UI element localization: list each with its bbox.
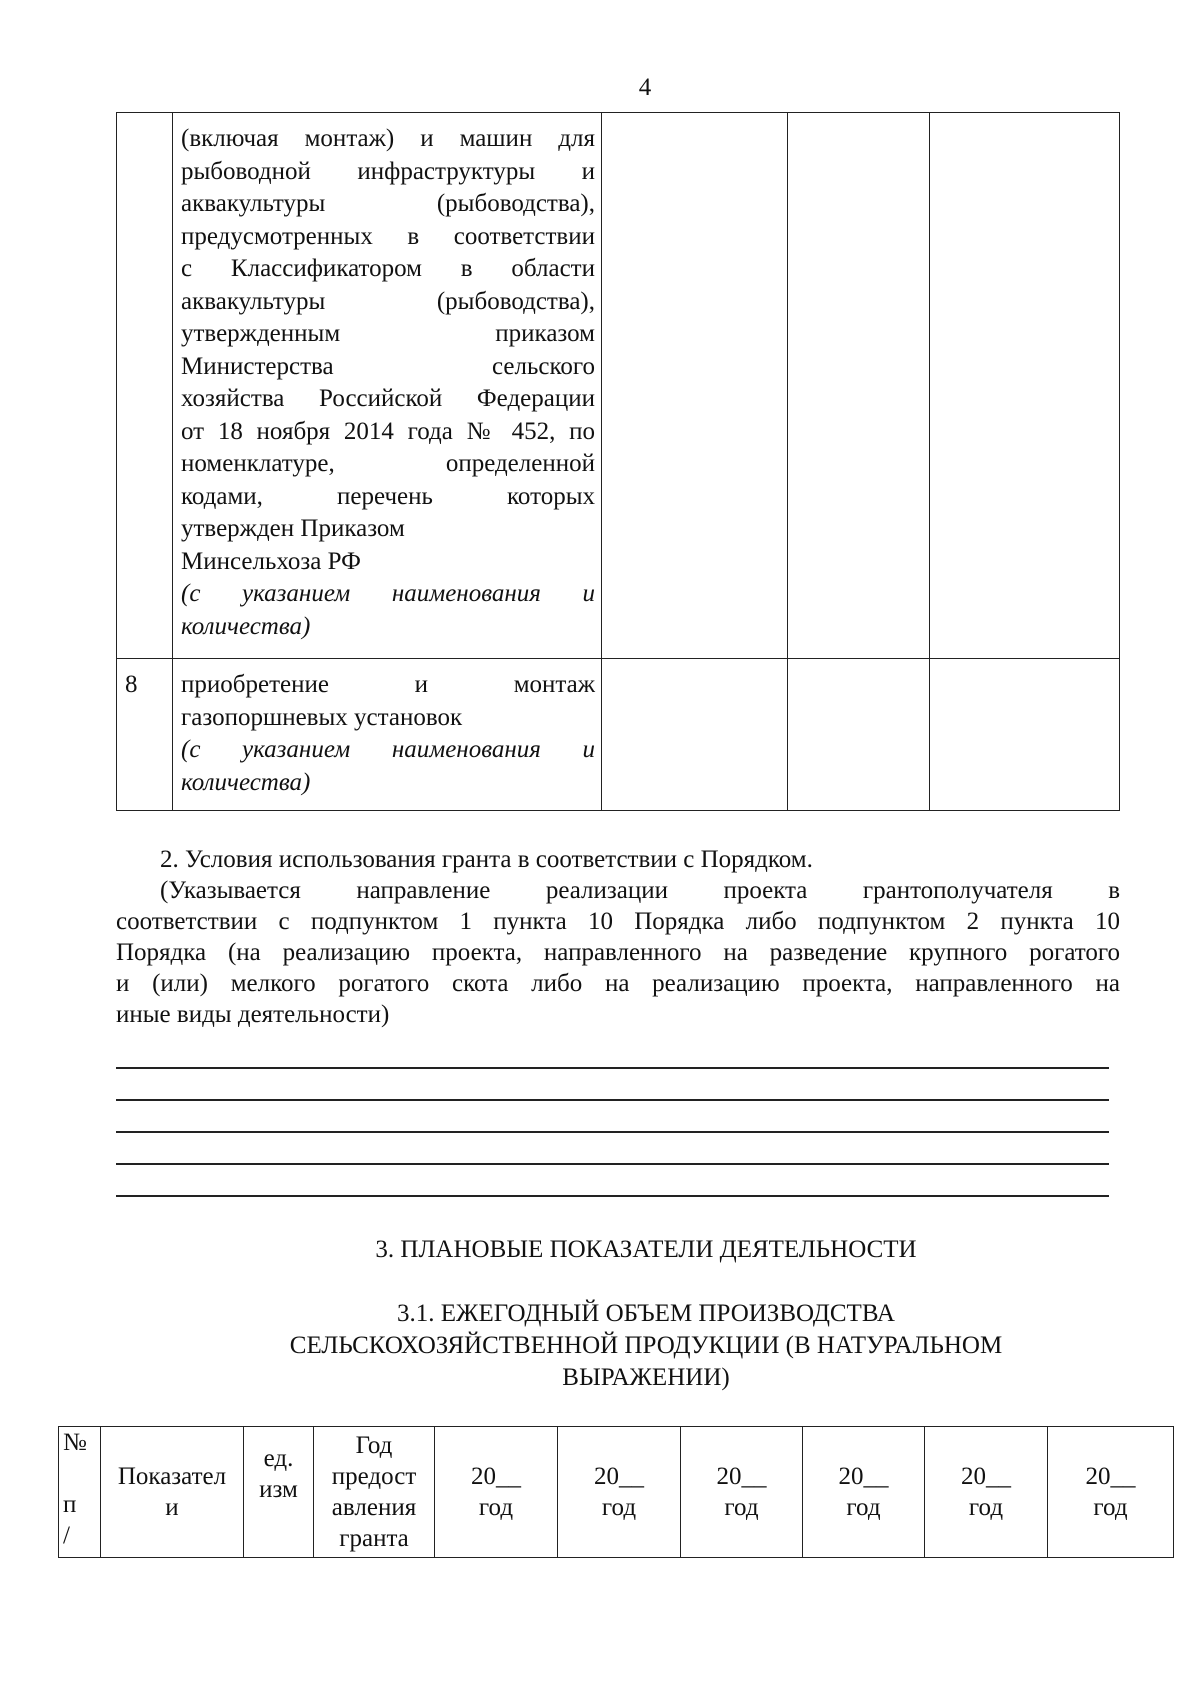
fill-line[interactable] xyxy=(116,1067,1109,1069)
header-text: / xyxy=(63,1522,70,1549)
subsection-title-line: ВЫРАЖЕНИИ) xyxy=(562,1364,730,1391)
header-text: Показател xyxy=(117,1463,227,1490)
year-blank: 20__ xyxy=(838,1463,889,1490)
fill-line[interactable] xyxy=(116,1163,1109,1165)
fill-line[interactable] xyxy=(116,1131,1109,1133)
year-blank: 20__ xyxy=(594,1463,644,1490)
year-blank: 20__ xyxy=(471,1463,521,1490)
subsection-title xyxy=(146,1298,1146,1394)
description-line: от 18 ноября 2014 года № 452, по xyxy=(181,417,595,445)
description-line: с Классификатором в области xyxy=(181,255,595,282)
note-line: (с указанием наименования и xyxy=(181,580,595,607)
header-text: гранта xyxy=(339,1525,409,1552)
description-line: номенклатуре, определенной xyxy=(181,450,595,477)
header-text: ед. xyxy=(263,1445,294,1472)
item-description-cell xyxy=(173,659,602,811)
empty-cell xyxy=(930,659,1120,811)
header-cell-year-3 xyxy=(681,1427,803,1558)
table-row xyxy=(117,659,1120,811)
description-line: (включая монтаж) и машин для xyxy=(181,125,595,152)
table-header-row xyxy=(59,1427,1174,1558)
section-heading: 2. Условия использования гранта в соответствии с Порядком. xyxy=(160,846,813,873)
header-text: п xyxy=(63,1491,77,1518)
description-line: Минсельхоза РФ xyxy=(181,547,361,575)
year-blank: 20__ xyxy=(961,1463,1011,1490)
header-text: предост xyxy=(331,1463,417,1490)
row-number-cell: 8 xyxy=(117,659,173,811)
empty-cell xyxy=(788,659,930,811)
header-cell-unit xyxy=(244,1427,314,1558)
description-line: аквакультуры (рыбоводства), xyxy=(181,287,595,315)
header-text: Год xyxy=(355,1432,393,1459)
year-blank: 20__ xyxy=(1085,1463,1136,1490)
year-label: год xyxy=(846,1494,881,1521)
page-number: 4 xyxy=(638,74,652,101)
table-row xyxy=(117,113,1120,659)
description-line: приобретение и монтаж xyxy=(181,671,595,698)
year-label: год xyxy=(1093,1494,1128,1521)
note-line: количества) xyxy=(181,768,311,796)
header-cell-indicator xyxy=(101,1427,244,1558)
description-line: утвержденным приказом xyxy=(181,320,595,347)
description-line: кодами, перечень которых xyxy=(181,482,595,510)
header-cell-year-2 xyxy=(558,1427,681,1558)
header-cell-year-5 xyxy=(925,1427,1048,1558)
description-line: предусмотренных в соответствии xyxy=(181,222,595,250)
header-cell-grant-year xyxy=(314,1427,435,1558)
subsection-title-line: СЕЛЬСКОХОЗЯЙСТВЕННОЙ ПРОДУКЦИИ (В НАТУРАЛЬНОМ xyxy=(289,1332,1003,1359)
year-label: год xyxy=(601,1494,637,1521)
year-label: год xyxy=(724,1494,759,1521)
description-line: рыбоводной инфраструктуры и xyxy=(181,157,595,185)
description-line: газопоршневых установок xyxy=(181,703,463,731)
fill-line[interactable] xyxy=(116,1099,1109,1101)
header-text: изм xyxy=(259,1476,298,1503)
empty-cell xyxy=(788,113,930,659)
paragraph-line: соответствии с подпунктом 1 пункта 10 Порядка либо подпунктом 2 пункта 10 xyxy=(116,908,1120,935)
header-cell-year-1 xyxy=(435,1427,558,1558)
header-text: и xyxy=(165,1494,179,1521)
empty-cell xyxy=(602,659,788,811)
row-number-cell xyxy=(117,113,173,659)
item-description-cell xyxy=(173,113,602,659)
description-line: утвержден Приказом xyxy=(181,515,405,542)
empty-cell xyxy=(602,113,788,659)
fill-line[interactable] xyxy=(116,1195,1109,1197)
subsection-title-line: 3.1. ЕЖЕГОДНЫЙ ОБЪЕМ ПРОИЗВОДСТВА xyxy=(397,1300,895,1327)
section-title: 3. ПЛАНОВЫЕ ПОКАЗАТЕЛИ ДЕЯТЕЛЬНОСТИ xyxy=(375,1236,917,1263)
spacer xyxy=(63,1458,100,1489)
year-label: год xyxy=(968,1494,1004,1521)
description-line: Министерства сельского xyxy=(181,352,595,380)
header-text: авления xyxy=(331,1494,417,1521)
paragraph-line: Порядка (на реализацию проекта, направленного на разведение крупного рогатого xyxy=(116,939,1120,966)
note-line: количества) xyxy=(181,612,311,640)
description-line: хозяйства Российской Федерации xyxy=(181,385,595,412)
header-text: № xyxy=(63,1429,87,1456)
description-line: аквакультуры (рыбоводства), xyxy=(181,190,595,217)
header-cell-year-4 xyxy=(803,1427,925,1558)
paragraph-line: иные виды деятельности) xyxy=(116,1001,390,1028)
paragraph-line: и (или) мелкого рогатого скота либо на реализацию проекта, направленного на xyxy=(116,970,1120,997)
year-blank: 20__ xyxy=(716,1463,767,1490)
header-cell-number xyxy=(59,1427,101,1558)
empty-cell xyxy=(930,113,1120,659)
grant-items-table xyxy=(116,112,1120,811)
production-volume-table xyxy=(58,1426,1174,1558)
year-label: год xyxy=(478,1494,514,1521)
blank-fill-lines[interactable] xyxy=(116,1067,1109,1227)
header-cell-year-6 xyxy=(1048,1427,1174,1558)
paragraph-line: (Указывается направление реализации проекта грантополучателя в xyxy=(160,877,1120,904)
note-line: (с указанием наименования и xyxy=(181,736,595,763)
grant-conditions-section xyxy=(116,844,1120,1030)
